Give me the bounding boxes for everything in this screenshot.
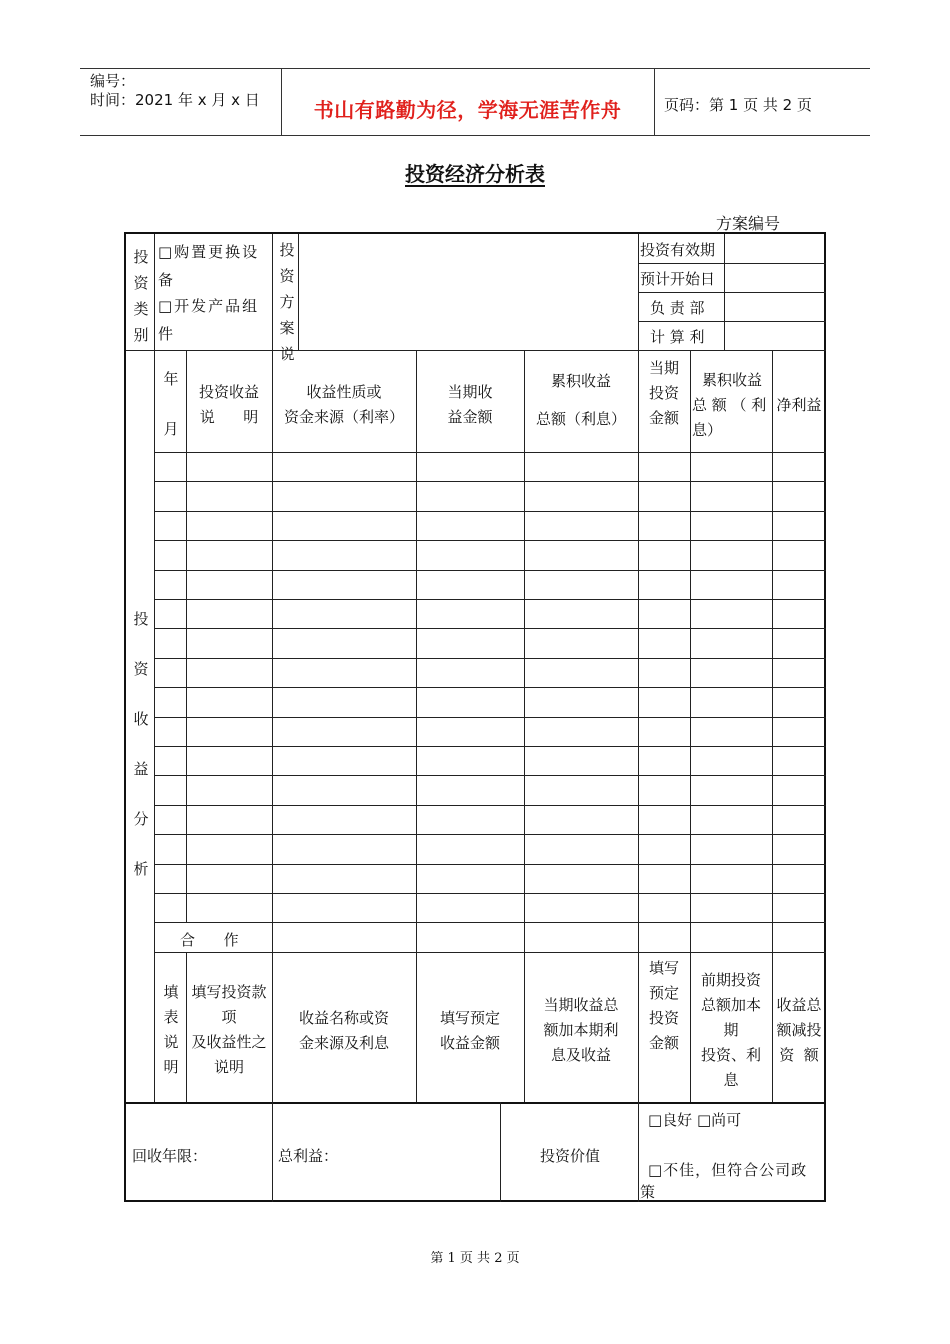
notes-col4: 当期收益总 额加本期利 息及收益 [543, 996, 619, 1064]
grid-h-row-5 [154, 599, 826, 600]
header-top-rule [80, 68, 870, 69]
grid-h-top-right-2 [638, 321, 826, 322]
header-meta [90, 72, 260, 110]
value-option-good-fair: □良好 □尚可 [648, 1111, 742, 1129]
col-nature: 收益性质或 资金来源（利率） [283, 383, 404, 426]
grid-v-top-3 [298, 234, 299, 350]
grid-h-row-6 [154, 628, 826, 629]
grid-h-row-8 [154, 687, 826, 688]
col-cumulative-invest: 累积收益 总 额 （ 利 息） [692, 371, 767, 439]
col-year-month: 年月 [163, 370, 179, 438]
grid-v-col-3 [524, 350, 525, 1102]
header-divider-right [654, 68, 655, 135]
grid-h-header-top [126, 350, 826, 351]
grid-h-row-15 [154, 893, 826, 894]
col-current-invest: 当期投资金额 [648, 359, 679, 427]
label-department: 负 责 部 [650, 299, 705, 317]
grid-v-side [154, 350, 155, 1102]
notes-col6: 前期投资 总额加本 期 投资、利 息 [700, 971, 761, 1089]
grid-h-row-12 [154, 805, 826, 806]
document-title: 投资经济分析表 [405, 162, 545, 186]
col-cumulative: 累积收益 总额（利息） [535, 372, 626, 428]
notes-label: 填表说明 [163, 983, 179, 1076]
grid-h-row-11 [154, 775, 826, 776]
grid-h-row-14 [154, 864, 826, 865]
notes-col7: 收益总 额减投 资 额 [776, 996, 822, 1064]
grid-h-row-7 [154, 658, 826, 659]
col-income-desc: 投资收益 说 明 [198, 383, 259, 426]
notes-col1: 填写投资款 项 及收益性之 说明 [191, 983, 267, 1076]
label-validity: 投资有效期 [640, 241, 716, 259]
col-net-profit: 净利益 [776, 396, 822, 414]
grid-h-row-0 [154, 452, 826, 453]
header-motto: 书山有路勤为径，学海无涯苦作舟 [313, 98, 622, 122]
notes-col5: 填写预定投资金额 [648, 959, 679, 1052]
grid-v-col-6 [772, 350, 773, 1102]
page-footer: 第 1 页 共 2 页 [430, 1251, 520, 1266]
grid-h-bottom-block [126, 1102, 826, 1104]
total-row-label: 合 作 [180, 931, 239, 949]
header-page-info: 页码：第 1 页 共 2 页 [664, 96, 812, 114]
plan-label: 投资方案说 [279, 241, 295, 363]
payback-label: 回收年限： [132, 1147, 208, 1165]
grid-v-col-0 [186, 350, 187, 922]
grid-h-row-2 [154, 511, 826, 512]
grid-v-top-1 [154, 234, 155, 350]
value-option-poor-cont: 策 [640, 1183, 656, 1201]
analysis-table [124, 232, 826, 1202]
plan-number-label: 方案编号 [716, 214, 781, 233]
side-label-income-analysis: 投资收益分析 [133, 610, 149, 878]
grid-v-col-1 [272, 350, 273, 1102]
grid-h-top-right-1 [638, 292, 826, 293]
doc-number-label: 编号： [90, 72, 136, 90]
category-label: 投资类别 [133, 248, 149, 344]
value-option-poor: □不佳，但符合公司政 [648, 1161, 808, 1179]
grid-h-row-10 [154, 746, 826, 747]
grid-h-row-9 [154, 717, 826, 718]
total-profit-label: 总利益： [278, 1147, 339, 1165]
option-product: □开发产品组件 [158, 297, 260, 343]
grid-v-col-2 [416, 350, 417, 1102]
grid-h-row-3 [154, 540, 826, 541]
col-current-income: 当期收 益金额 [447, 383, 493, 426]
doc-time: 时间：2021 年 x 月 x 日 [90, 91, 260, 109]
grid-h-top-right-0 [638, 263, 826, 264]
investment-value-label: 投资价值 [539, 1147, 600, 1165]
option-equipment: □购置更换设备 [158, 243, 260, 289]
header-bottom-rule [80, 135, 870, 136]
grid-h-row-13 [154, 834, 826, 835]
label-calc-profit: 计 算 利 [650, 328, 705, 346]
grid-h-row-1 [154, 481, 826, 482]
notes-col3: 填写预定 收益金额 [439, 1009, 500, 1052]
grid-h-row-4 [154, 570, 826, 571]
grid-v-bottom-1 [272, 1102, 273, 1202]
notes-col2: 收益名称或资 金来源及利息 [298, 1009, 389, 1052]
label-start-date: 预计开始日 [640, 270, 716, 288]
grid-h-row-16 [154, 922, 826, 923]
